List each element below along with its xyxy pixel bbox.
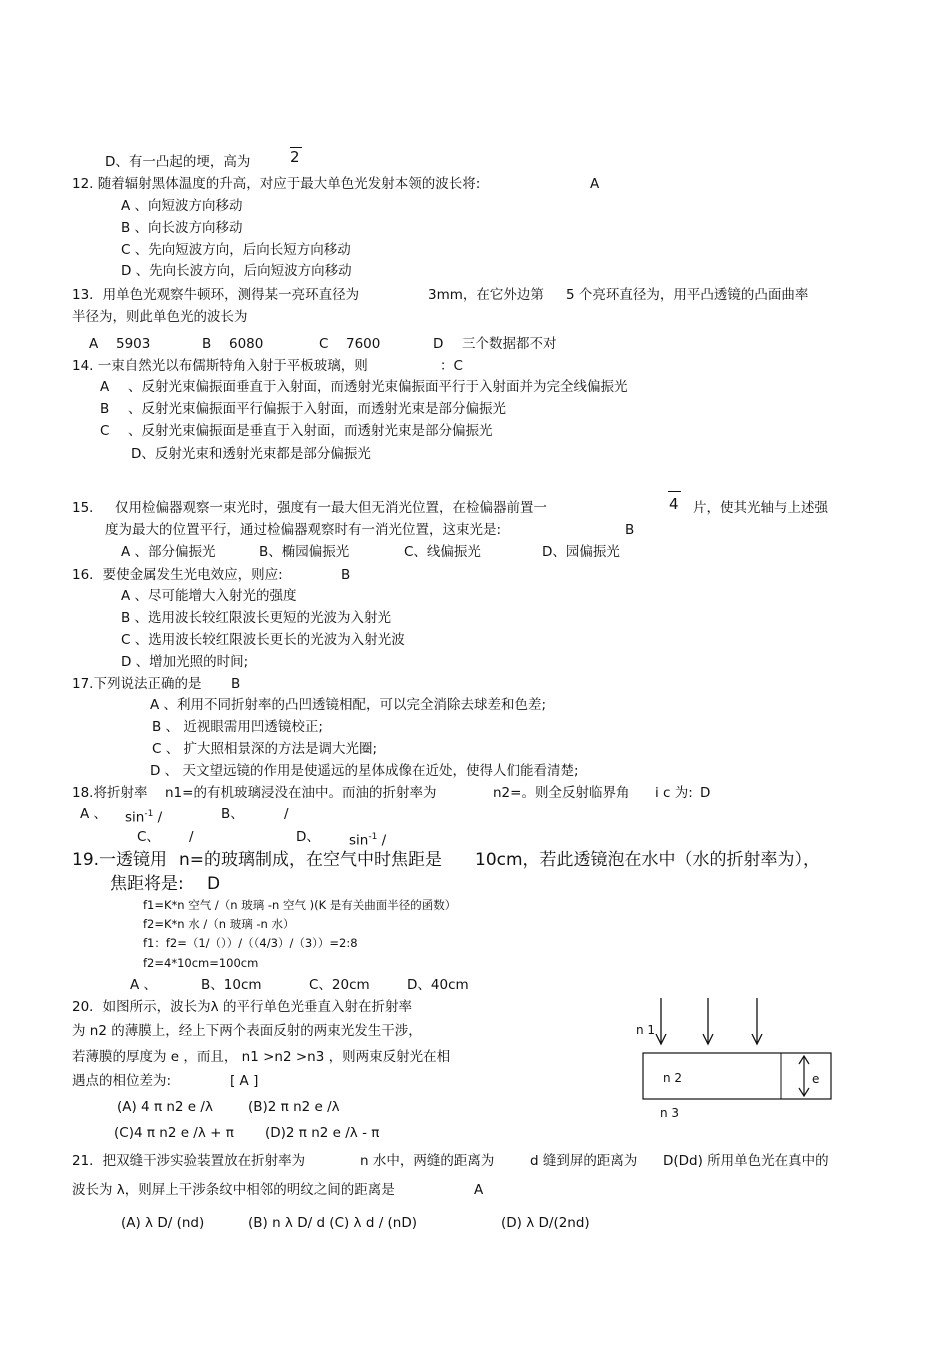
q20-option: (D)2 π n2 e /λ - π xyxy=(265,1125,380,1141)
q15-number: 15． xyxy=(72,500,103,516)
q13-stem: 半径为，则此单色光的波长为 xyxy=(72,309,248,325)
q18-option-c: / xyxy=(189,829,194,845)
q13-option-label: C xyxy=(319,336,329,352)
q19-stem: 10cm，若此透镜泡在水中（水的折射率为）， xyxy=(475,850,821,870)
q14-answer: ：C xyxy=(440,358,463,374)
q19-option: B、10cm xyxy=(201,977,262,993)
q21-option: (D) λ D/(2nd) xyxy=(501,1215,590,1231)
q11-fraction-denominator: 2 xyxy=(290,148,300,166)
q17-option: B 、 近视眼需用凹透镜校正; xyxy=(152,719,323,735)
incident-light-arrow xyxy=(656,998,666,1044)
q15-stem: 度为最大的位置平行，通过检偏器观察时有一消光位置，这束光是: xyxy=(105,522,502,538)
q16-option: D 、增加光照的时间; xyxy=(121,654,249,670)
q19-answer: D xyxy=(207,874,221,894)
q12-stem: 12. 随着辐射黑体温度的升高，对应于最大单色光发射本领的波长将: xyxy=(72,176,481,192)
q19-stem: 焦距将是: xyxy=(110,874,184,894)
q13-option-value: 6080 xyxy=(229,336,264,352)
label-n2: n 2 xyxy=(663,1071,683,1085)
q15-option: C、线偏振光 xyxy=(404,544,481,560)
q14-option-d: D、反射光束和透射光束都是部分偏振光 xyxy=(131,446,371,462)
q16-option: A 、尽可能增大入射光的强度 xyxy=(121,588,297,604)
q13-stem: 5 个亮环直径为，用平凸透镜的凸面曲率 xyxy=(566,287,809,303)
q19-work-line: f2=K*n 水 /（n 玻璃 -n 水） xyxy=(143,917,295,931)
q12-option: C 、先向短波方向，后向长短方向移动 xyxy=(121,242,351,258)
q14-stem: 14. 一束自然光以布儒斯特角入射于平板玻璃，则 xyxy=(72,358,368,374)
q17-answer: B xyxy=(231,676,241,692)
q16-option: B 、选用波长较红限波长更短的光波为入射光 xyxy=(121,610,392,626)
q18-stem: n1=的有机玻璃浸没在油中。而油的折射率为 xyxy=(165,785,437,801)
q17-option: C 、 扩大照相景深的方法是调大光圈; xyxy=(152,741,378,757)
q21-option: (B) n λ D/ d (C) λ d / (nD) xyxy=(248,1215,418,1231)
q21-stem: 21．把双缝干涉实验装置放在折射率为 xyxy=(72,1153,306,1169)
q18-stem: n2=。则全反射临界角 xyxy=(493,785,630,801)
q18-option-label: C、 xyxy=(137,829,160,845)
q15-option: A 、部分偏振光 xyxy=(121,544,216,560)
label-n1: n 1 xyxy=(636,1023,656,1037)
q16-stem: 16．要使金属发生光电效应，则应: xyxy=(72,567,283,583)
thickness-double-arrow xyxy=(799,1056,809,1096)
q13-stem: 13．用单色光观察牛顿环，测得某一亮环直径为 xyxy=(72,287,360,303)
q19-stem: 19.一透镜用 xyxy=(72,850,168,870)
q14-option-label: B xyxy=(100,401,110,417)
q20-stem: 为 n2 的薄膜上，经上下两个表面反射的两束光发生干涉， xyxy=(72,1023,422,1039)
label-e: e xyxy=(812,1072,820,1086)
q17-stem: 17.下列说法正确的是 xyxy=(72,676,202,692)
q21-stem: 波长为 λ，则屏上干涉条纹中相邻的明纹之间的距离是 xyxy=(72,1182,395,1198)
q17-option: A 、利用不同折射率的凸凹透镜相配，可以完全消除去球差和色差; xyxy=(150,697,547,713)
q15-option: D、园偏振光 xyxy=(542,544,620,560)
q15-stem: 片，使其光轴与上述强 xyxy=(693,500,828,516)
q15-option: B、椭园偏振光 xyxy=(259,544,350,560)
q20-stem: 若薄膜的厚度为 e ，而且， n1 >n2 >n3 ，则两束反射光在相 xyxy=(72,1049,451,1065)
q18-option-a: $\sin^{-1}$ / xyxy=(125,809,163,826)
q19-work-line: f1=K*n 空气 /（n 玻璃 -n 空气 )(K 是有关曲面半径的函数） xyxy=(143,898,457,912)
q13-option-value: 三个数据都不对 xyxy=(462,336,557,352)
q14-option: 、反射光束偏振面平行偏振于入射面，而透射光束是部分偏振光 xyxy=(128,401,506,417)
q15-answer: B xyxy=(625,522,635,538)
q12-option: A 、向短波方向移动 xyxy=(121,198,243,214)
incident-light-arrow xyxy=(703,998,713,1044)
q19-option: A 、 xyxy=(130,977,158,993)
q18-option-b: / xyxy=(284,806,289,822)
q21-answer: A xyxy=(474,1182,484,1198)
q19-option: C、20cm xyxy=(309,977,370,993)
q20-option: (C)4 π n2 e /λ + π xyxy=(114,1125,234,1141)
q18-stem: i c 为: xyxy=(655,785,693,801)
q19-work-line: f1：f2=（1/（））/（（4/3）/（3））=2:8 xyxy=(143,936,358,950)
q21-option: (A) λ D/ (nd) xyxy=(121,1215,205,1231)
incident-light-arrow xyxy=(752,998,762,1044)
q19-stem: n=的玻璃制成，在空气中时焦距是 xyxy=(179,850,443,870)
q14-option-label: C xyxy=(100,423,110,439)
q20-option: (B)2 π n2 e /λ xyxy=(248,1099,340,1115)
q17-option: D 、 天文望远镜的作用是使遥远的星体成像在近处，使得人们能看清楚; xyxy=(150,763,579,779)
q19-work-line: f2=4*10cm=100cm xyxy=(143,956,259,970)
q21-stem: n 水中，两缝的距离为 xyxy=(360,1153,495,1169)
q16-answer: B xyxy=(341,567,351,583)
label-n3: n 3 xyxy=(660,1106,680,1120)
q14-option: 、反射光束偏振面垂直于入射面，而透射光束偏振面平行于入射面并为完全线偏振光 xyxy=(128,379,628,395)
q13-option-value: 5903 xyxy=(116,336,151,352)
q18-option-label: D、 xyxy=(296,829,320,845)
q18-answer: D xyxy=(700,785,711,801)
q15-fraction-denominator: 4 xyxy=(669,495,679,513)
q13-option-value: 7600 xyxy=(346,336,381,352)
q15-stem: 仅用检偏器观察一束光时，强度有一最大但无消光位置，在检偏器前置一 xyxy=(115,500,547,516)
q12-option: D 、先向长波方向，后向短波方向移动 xyxy=(121,263,352,279)
q21-stem: D(Dd) 所用单色光在真中的 xyxy=(663,1153,829,1169)
q16-option: C 、选用波长较红限波长更长的光波为入射光波 xyxy=(121,632,405,648)
q13-option-label: B xyxy=(202,336,212,352)
q20-stem: 20．如图所示，波长为λ 的平行单色光垂直入射在折射率 xyxy=(72,999,412,1015)
q18-option-d: $\sin^{-1}$ / xyxy=(349,832,387,849)
q14-option-label: A xyxy=(100,379,110,395)
q11-option-d: D、有一凸起的埂，高为 xyxy=(105,154,251,170)
q20-stem: 遇点的相位差为: xyxy=(72,1073,172,1089)
q18-option-label: B、 xyxy=(221,806,244,822)
q21-stem: d 缝到屏的距离为 xyxy=(530,1153,638,1169)
q20-answer: [ A ] xyxy=(230,1073,259,1089)
q13-option-label: D xyxy=(433,336,444,352)
q14-option: 、反射光束偏振面是垂直于入射面，而透射光束是部分偏振光 xyxy=(128,423,493,439)
q20-option: (A) 4 π n2 e /λ xyxy=(117,1099,213,1115)
q18-stem: 18.将折射率 xyxy=(72,785,148,801)
q19-option: D、40cm xyxy=(407,977,469,993)
q12-option: B 、向长波方向移动 xyxy=(121,220,243,236)
q13-option-label: A xyxy=(89,336,99,352)
q18-option-label: A 、 xyxy=(80,806,108,822)
q13-stem: 3mm，在它外边第 xyxy=(428,287,544,303)
q12-answer: A xyxy=(590,176,600,192)
